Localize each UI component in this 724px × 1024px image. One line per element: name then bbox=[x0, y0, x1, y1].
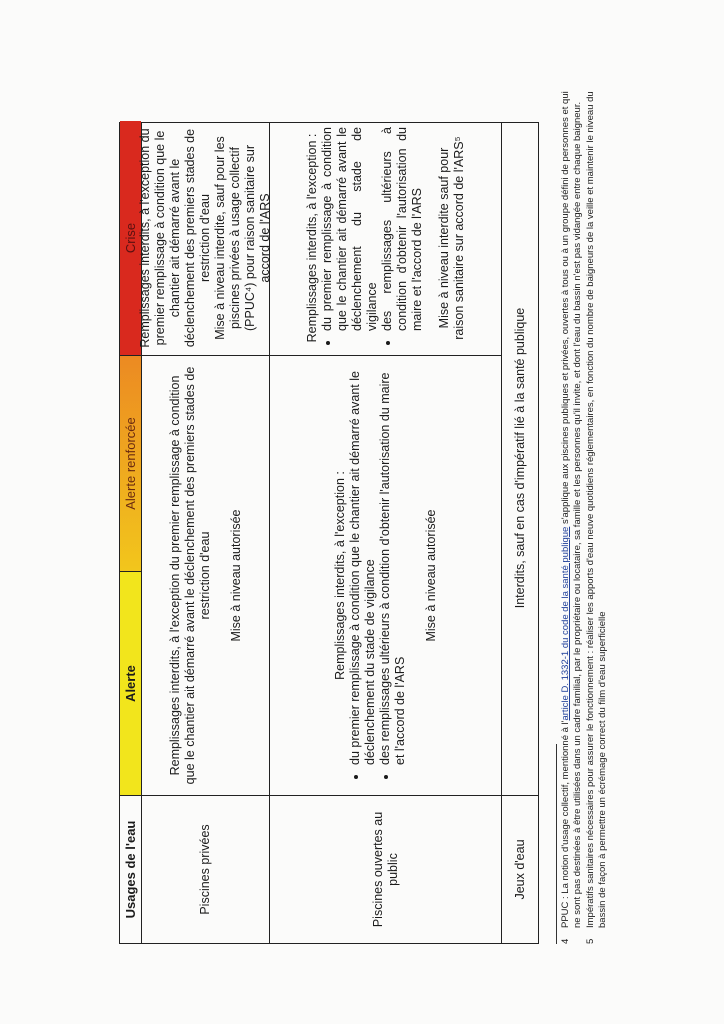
list-item: • du premier remplissage à condition que le chantier ait démarré avant le déclenchement du stade de vigilance bbox=[320, 127, 380, 331]
usage-label: Piscines ouvertes au public bbox=[370, 811, 400, 928]
usage-cell bbox=[142, 796, 269, 943]
usage-cell bbox=[270, 796, 501, 943]
code-sante-publique-link[interactable]: article D. 1332-1 du code de la santé publique bbox=[560, 526, 571, 721]
header-alerte-renforcee: Alerte renforcée bbox=[120, 356, 141, 572]
footnote-number: 5 bbox=[585, 938, 596, 944]
usage-label: Piscines privées bbox=[198, 824, 212, 915]
table-row-jeux-d-eau bbox=[502, 123, 538, 943]
alerte-intro: Remplissages interdits, à l'exception : bbox=[332, 471, 347, 680]
alerte-text: Remplissages interdits, à l'exception du premier remplissage à condition que le chantier ait démarré avant le déclenchement des premiers stades de restriction d'eau bbox=[167, 366, 212, 785]
header-alerte: Alerte bbox=[120, 572, 141, 796]
crise-intro: Remplissages interdits, à l'exception : bbox=[304, 133, 319, 343]
usage-label: Jeux d'eau bbox=[512, 839, 527, 900]
crise-text-2: Mise à niveau interdite, sauf pour les piscines privées à usage collectif (PPUC⁴) pour raison sanitaire sur accord de l'ARS bbox=[213, 136, 272, 340]
crise-exceptions-list bbox=[320, 127, 425, 349]
alerte-text-2: Mise à niveau autorisée bbox=[228, 509, 243, 642]
crise-cell bbox=[138, 121, 272, 356]
usage-cell bbox=[502, 796, 538, 943]
footnote-number: 4 bbox=[560, 938, 571, 944]
table-row-piscines-privees bbox=[138, 123, 272, 943]
water-usage-table bbox=[119, 122, 539, 944]
list-item: • des remplissages ultérieurs à condition d'obtenir l'autorisation du maire et l'accord de l'ARS bbox=[380, 127, 425, 331]
table-row-piscines-publiques bbox=[270, 123, 502, 943]
crise-text: Remplissages interdits, à l'exception du premier remplissage à condition que le chantier ait démarré avant le déclenchement des premiers stades de restriction d'eau bbox=[138, 128, 212, 348]
header-usages: Usages de l'eau bbox=[123, 820, 138, 919]
all-levels-cell bbox=[502, 121, 538, 796]
footnotes bbox=[560, 82, 610, 944]
alerte-exceptions-list bbox=[348, 366, 408, 785]
crise-text-2: Mise à niveau interdite sauf pour raison sanitaire sur accord de l'ARS⁵ bbox=[436, 136, 466, 340]
footnote-divider bbox=[556, 744, 557, 944]
list-item: • des remplissages ultérieurs à condition d'obtenir l'autorisation du maire et l'accord de l'ARS bbox=[378, 366, 408, 765]
footnote-5 bbox=[585, 82, 609, 944]
footnote-text: PPUC : La notion d'usage collectif, mentionné à l' bbox=[560, 720, 571, 928]
list-item: • du premier remplissage à condition que le chantier ait démarré avant le déclenchement du stade de vigilance bbox=[348, 366, 378, 765]
header-crise: Crise bbox=[120, 121, 141, 356]
alerte-merged-cell bbox=[142, 356, 269, 796]
footnote-text: Impératifs sanitaires nécessaires pour assurer le fonctionnement : réaliser les apports d'eau neuve quotidiens réglementaires, en fonction du nombre de baigneurs de la veille et maintenir le niveau du bassin de façon à permettre un écrémage correct du film d'eau superficielle bbox=[585, 91, 608, 928]
footnote-4 bbox=[560, 82, 584, 944]
crise-cell bbox=[270, 121, 501, 356]
alerte-text-2: Mise à niveau autorisée bbox=[423, 509, 438, 642]
all-levels-text: Interdits, sauf en cas d'impératif lié à la santé publique bbox=[512, 307, 527, 609]
alerte-merged-cell bbox=[270, 356, 501, 796]
footnote-text: s'applique aux piscines publiques et privées, ouvertes à tous ou à un groupe défini de personnes et qui ne sont pas destinées à être utilisées dans un cadre familial, par le propriétaire ou locataire, sa famille et les personnes qu'il invite, et dont l'eau du bassin n'est pas vidangée entre chaque baigneur. bbox=[560, 91, 583, 928]
